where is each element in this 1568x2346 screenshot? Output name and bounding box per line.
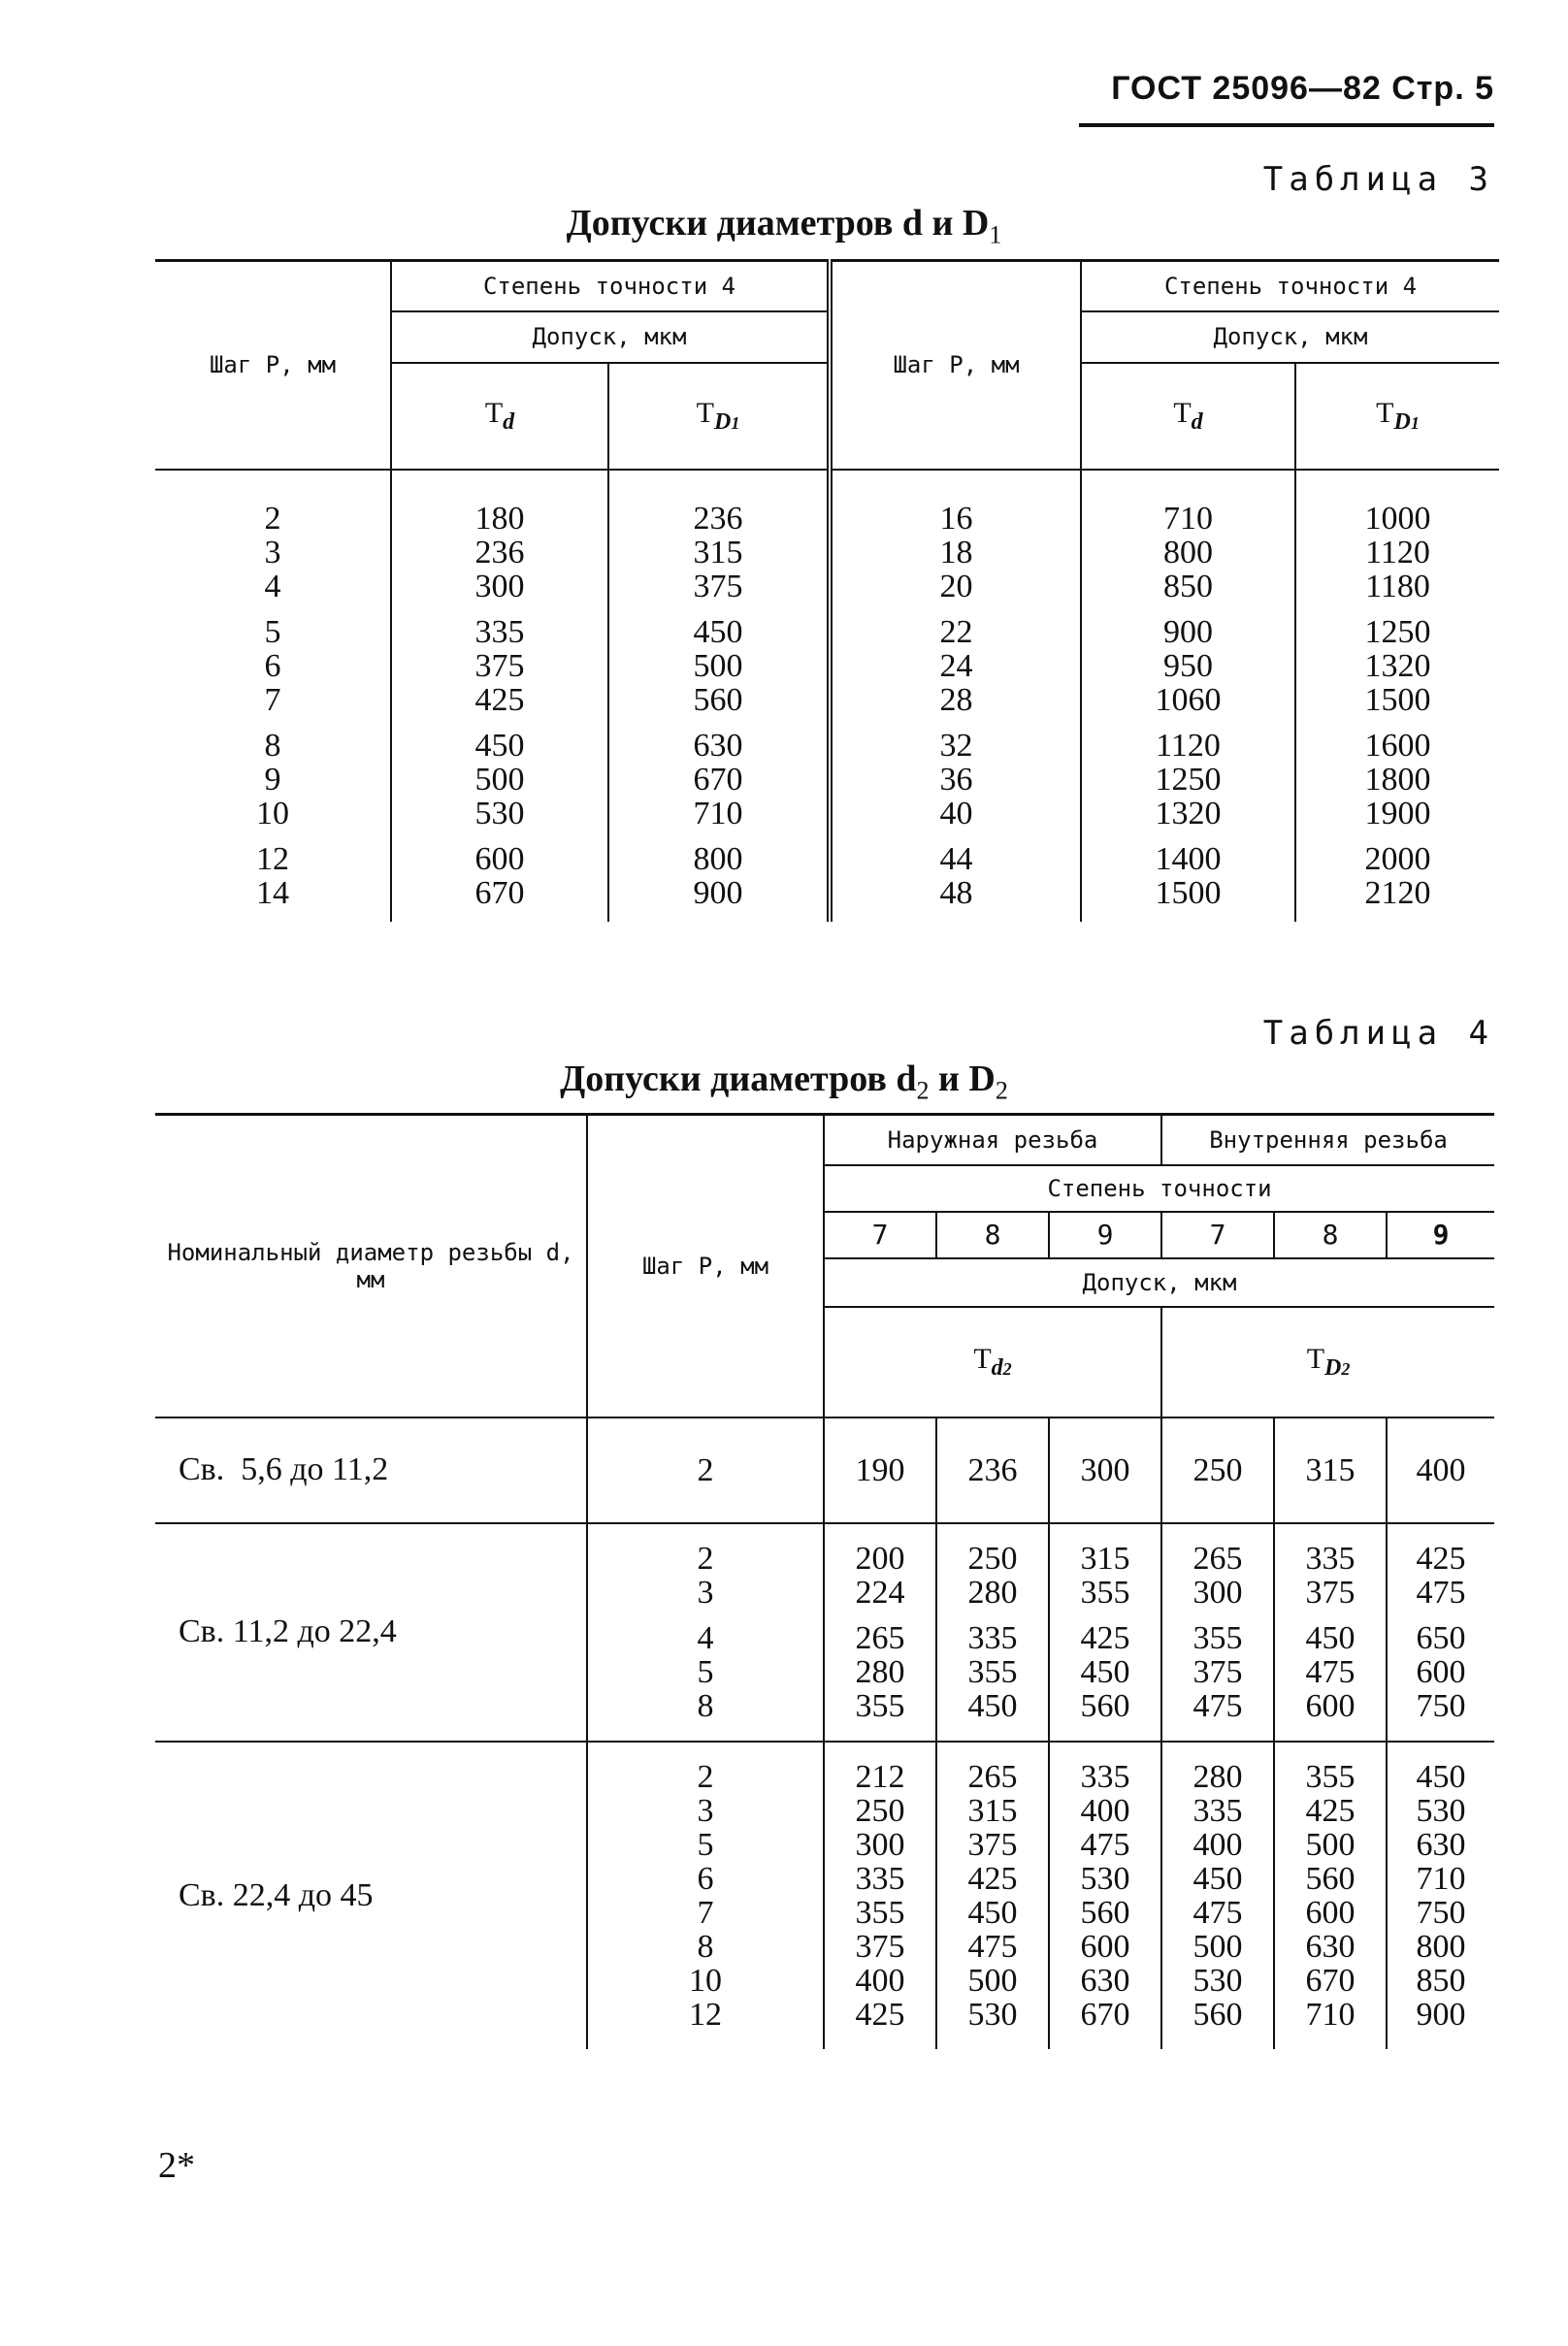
t4-cell: 375 — [967, 1826, 1018, 1863]
t3-cell: 14 — [256, 874, 289, 911]
t3-td-right: $T_d$ — [1081, 363, 1295, 470]
t3-cell: 630 — [693, 727, 743, 764]
table4-title: Допуски диаметров $d_2$ и $D_2$ — [560, 1059, 1008, 1105]
t4-cell: 265 — [967, 1758, 1018, 1795]
t3-accuracy-right: Степень точности 4 — [1081, 261, 1499, 311]
t4-cell: 560 — [1305, 1860, 1356, 1897]
t4-cell: 425 — [1080, 1619, 1130, 1656]
t4-cell: 475 — [1305, 1653, 1356, 1690]
t4-pitch-header: Шаг P, мм — [587, 1115, 824, 1417]
t4-external: Наружная резьба — [824, 1115, 1161, 1165]
t4-grade: 9 — [1049, 1212, 1161, 1258]
t4-cell: 710 — [1416, 1860, 1466, 1897]
t4-cell: 750 — [1416, 1687, 1466, 1724]
t3-cell: 375 — [693, 568, 743, 604]
t3-cell: 710 — [693, 795, 743, 831]
t4-cell: 6 — [697, 1860, 714, 1897]
t4-cell: 560 — [1192, 1996, 1243, 2033]
t4-cell: 10 — [689, 1962, 722, 1999]
t4-cell: 355 — [855, 1894, 905, 1931]
t4-cell: 450 — [1305, 1619, 1356, 1656]
t3-cell: 335 — [474, 613, 525, 650]
table3-title: Допуски диаметров d и $D_1$ — [566, 203, 1002, 249]
t4-group-row — [155, 1523, 1494, 1742]
t4-cell: 450 — [967, 1687, 1018, 1724]
t4-tol-col — [824, 1742, 936, 2049]
t4-cell: 530 — [1416, 1792, 1466, 1829]
t4-cell: 265 — [855, 1619, 905, 1656]
t4-cell: 400 — [855, 1962, 905, 1999]
t4-cell: 335 — [1305, 1540, 1356, 1577]
t4-cell: 300 — [855, 1826, 905, 1863]
t4-cell: 355 — [1305, 1758, 1356, 1795]
t3-cell: 44 — [939, 840, 973, 877]
t3-cell: 28 — [939, 681, 973, 718]
t3-cell: 1320 — [1364, 647, 1431, 684]
t4-cell: 236 — [967, 1451, 1018, 1488]
t4-cell: 375 — [1305, 1574, 1356, 1611]
t4-tol-col — [936, 1523, 1049, 1742]
t4-cell: 250 — [1192, 1451, 1243, 1488]
t3-cell: 12 — [256, 840, 289, 877]
t4-cell: 212 — [855, 1758, 905, 1795]
t3-cell: 2 — [264, 500, 281, 537]
t4-cell: 750 — [1416, 1894, 1466, 1931]
t4-cell: 315 — [1305, 1451, 1356, 1488]
t4-cell: 560 — [1080, 1894, 1130, 1931]
t3-cell: 20 — [939, 568, 973, 604]
t4-cell: 530 — [1080, 1860, 1130, 1897]
t4-cell: 355 — [967, 1653, 1018, 1690]
t4-cell: 3 — [697, 1574, 714, 1611]
t3-cell: 1120 — [1156, 727, 1221, 764]
t4-cell: 670 — [1080, 1996, 1130, 2033]
t3-cell: 8 — [264, 727, 281, 764]
t4-body — [155, 1417, 1494, 2049]
t3-cell: 425 — [474, 681, 525, 718]
t3-cell: 16 — [939, 500, 973, 537]
t4-cell: 12 — [689, 1996, 722, 2033]
t3-cell: 375 — [474, 647, 525, 684]
table4-label: Таблица 4 — [1262, 1014, 1494, 1053]
t4-cell: 2 — [697, 1758, 714, 1795]
t4-cell: 4 — [697, 1619, 714, 1656]
t3-cell: 800 — [693, 840, 743, 877]
t4-grade: 8 — [936, 1212, 1049, 1258]
t4-cell: 800 — [1416, 1928, 1466, 1965]
t4-cell: 3 — [697, 1792, 714, 1829]
t4-td2: $T_{d2}$ — [824, 1307, 1161, 1417]
t4-tol-col — [824, 1417, 936, 1523]
t3-col-3 — [830, 470, 1081, 922]
t4-group-row — [155, 1417, 1494, 1523]
page-footer: 2* — [158, 2145, 195, 2186]
t3-cell: 36 — [939, 761, 973, 798]
t3-tD1-left: $T_{D1}$ — [608, 363, 830, 470]
t4-tol-col — [1161, 1417, 1274, 1523]
t3-cell: 7 — [264, 681, 281, 718]
t4-cell: 315 — [1080, 1540, 1130, 1577]
t4-cell: 425 — [967, 1860, 1018, 1897]
t3-td-left: $T_d$ — [391, 363, 608, 470]
t3-cell: 600 — [474, 840, 525, 877]
t4-tol-col — [1387, 1417, 1494, 1523]
t4-cell: 280 — [1192, 1758, 1243, 1795]
t3-col-0 — [155, 470, 391, 922]
t3-cell: 6 — [264, 647, 281, 684]
t4-tol-col — [1161, 1742, 1274, 2049]
t3-cell: 1500 — [1364, 681, 1431, 718]
table3 — [155, 259, 1499, 922]
t3-cell: 1500 — [1155, 874, 1222, 911]
t3-cell: 500 — [474, 761, 525, 798]
t3-pitch-header-right: Шаг P, мм — [830, 261, 1081, 470]
t4-cell: 530 — [1192, 1962, 1243, 1999]
t3-cell: 710 — [1163, 500, 1213, 537]
t4-cell: 335 — [855, 1860, 905, 1897]
t4-group-row — [155, 1742, 1494, 2049]
t3-cell: 1120 — [1365, 534, 1430, 570]
t4-cell: 375 — [855, 1928, 905, 1965]
t3-cell: 40 — [939, 795, 973, 831]
t4-cell: 265 — [1192, 1540, 1243, 1577]
t3-col-5 — [1295, 470, 1499, 922]
t4-cell: 280 — [967, 1574, 1018, 1611]
t4-cell: 475 — [1080, 1826, 1130, 1863]
t4-cell: 425 — [1305, 1792, 1356, 1829]
t4-cell: 8 — [697, 1687, 714, 1724]
t3-cell: 5 — [264, 613, 281, 650]
t4-grade: 8 — [1274, 1212, 1387, 1258]
t4-cell: 450 — [1416, 1758, 1466, 1795]
t4-cell: 450 — [1080, 1653, 1130, 1690]
t4-cell: 355 — [1080, 1574, 1130, 1611]
t4-tol-col — [1274, 1417, 1387, 1523]
t4-cell: 335 — [1080, 1758, 1130, 1795]
t4-cell: 650 — [1416, 1619, 1466, 1656]
t3-cell: 24 — [939, 647, 973, 684]
t4-cell: 425 — [1416, 1540, 1466, 1577]
t3-tD1-right: $T_{D1}$ — [1295, 363, 1499, 470]
t4-cell: 475 — [1192, 1894, 1243, 1931]
t3-cell: 1600 — [1364, 727, 1431, 764]
t4-cell: 280 — [855, 1653, 905, 1690]
t4-accuracy: Степень точности — [824, 1165, 1494, 1212]
t4-cell: 630 — [1305, 1928, 1356, 1965]
t3-cell: 3 — [264, 534, 281, 570]
t4-tol-col — [1387, 1523, 1494, 1742]
t4-cell: 355 — [1192, 1619, 1243, 1656]
t4-cell: 8 — [697, 1928, 714, 1965]
t3-cell: 22 — [939, 613, 973, 650]
t4-tol-col — [936, 1742, 1049, 2049]
t3-cell: 2120 — [1364, 874, 1431, 911]
t4-cell: 5 — [697, 1826, 714, 1863]
t4-cell: 450 — [967, 1894, 1018, 1931]
t4-cell: 250 — [967, 1540, 1018, 1577]
t4-tol-col — [1161, 1523, 1274, 1742]
t4-cell: 355 — [855, 1687, 905, 1724]
t3-cell: 10 — [256, 795, 289, 831]
t3-cell: 800 — [1163, 534, 1213, 570]
t3-cell: 9 — [264, 761, 281, 798]
t3-cell: 1060 — [1155, 681, 1222, 718]
t4-tolerance: Допуск, мкм — [824, 1258, 1494, 1307]
t4-cell: 475 — [1192, 1687, 1243, 1724]
t4-cell: 670 — [1305, 1962, 1356, 1999]
t4-cell: 315 — [967, 1792, 1018, 1829]
table3-label: Таблица 3 — [1262, 160, 1494, 199]
t4-internal: Внутренняя резьба — [1161, 1115, 1494, 1165]
t4-tol-col — [824, 1523, 936, 1742]
t4-cell: 850 — [1416, 1962, 1466, 1999]
t4-tol-col — [1387, 1742, 1494, 2049]
t4-cell: 190 — [855, 1451, 905, 1488]
t3-cell: 1250 — [1364, 613, 1431, 650]
t3-cell: 670 — [474, 874, 525, 911]
page-header: ГОСТ 25096—82 Стр. 5 — [1111, 70, 1494, 107]
t3-cell: 530 — [474, 795, 525, 831]
t3-cell: 1320 — [1155, 795, 1222, 831]
t3-cell: 4 — [264, 568, 281, 604]
t4-pitch-col — [587, 1417, 824, 1523]
t4-cell: 900 — [1416, 1996, 1466, 2033]
t3-cell: 1000 — [1364, 500, 1431, 537]
t3-cell: 450 — [474, 727, 525, 764]
t4-pitch-col — [587, 1523, 824, 1742]
t4-cell: 5 — [697, 1653, 714, 1690]
t4-tol-col — [1049, 1417, 1161, 1523]
t4-cell: 530 — [967, 1996, 1018, 2033]
t4-cell: 600 — [1080, 1928, 1130, 1965]
t3-col-1 — [391, 470, 608, 922]
t3-col-4 — [1081, 470, 1295, 922]
t4-cell: 400 — [1192, 1826, 1243, 1863]
t3-cell: 236 — [474, 534, 525, 570]
t3-cell: 2000 — [1364, 840, 1431, 877]
t4-cell: 475 — [1416, 1574, 1466, 1611]
t4-grade: 7 — [824, 1212, 936, 1258]
t4-cell: 2 — [697, 1451, 714, 1488]
t3-cell: 560 — [693, 681, 743, 718]
t4-grade: 9 — [1387, 1212, 1494, 1258]
t3-cell: 18 — [939, 534, 973, 570]
t4-cell: 400 — [1080, 1792, 1130, 1829]
t4-cell: 600 — [1305, 1894, 1356, 1931]
t4-pitch-col — [587, 1742, 824, 2049]
t4-diam-header: Номинальный диаметр резьбы d, мм — [155, 1115, 587, 1417]
t3-cell: 315 — [693, 534, 743, 570]
t3-cell: 1250 — [1155, 761, 1222, 798]
t4-cell: 300 — [1080, 1451, 1130, 1488]
t4-cell: 710 — [1305, 1996, 1356, 2033]
t4-cell: 224 — [855, 1574, 905, 1611]
t4-tD2: $T_{D2}$ — [1161, 1307, 1494, 1417]
t4-cell: 630 — [1416, 1826, 1466, 1863]
t4-cell: 200 — [855, 1540, 905, 1577]
t4-cell: 400 — [1416, 1451, 1466, 1488]
t3-cell: 1900 — [1364, 795, 1431, 831]
t3-pitch-header: Шаг P, мм — [155, 261, 391, 470]
t4-cell: 425 — [855, 1996, 905, 2033]
t4-tol-col — [936, 1417, 1049, 1523]
t4-cell: 335 — [967, 1619, 1018, 1656]
t4-cell: 560 — [1080, 1687, 1130, 1724]
t4-cell: 335 — [1192, 1792, 1243, 1829]
t3-tolerance-left: Допуск, мкм — [391, 311, 830, 363]
t3-col-2 — [608, 470, 830, 922]
t3-cell: 1180 — [1365, 568, 1430, 604]
t3-cell: 300 — [474, 568, 525, 604]
t4-cell: 2 — [697, 1540, 714, 1577]
header-rule — [1079, 123, 1494, 127]
t4-cell: 630 — [1080, 1962, 1130, 1999]
t3-cell: 180 — [474, 500, 525, 537]
t3-body — [155, 470, 1499, 922]
t4-cell: 500 — [1305, 1826, 1356, 1863]
t4-range: Св. 22,4 до 45 — [179, 1876, 374, 1913]
t3-cell: 32 — [939, 727, 973, 764]
t4-cell: 375 — [1192, 1653, 1243, 1690]
t3-accuracy-left: Степень точности 4 — [391, 261, 830, 311]
t4-tol-col — [1049, 1523, 1161, 1742]
t4-range: Св. 5,6 до 11,2 — [155, 1417, 587, 1523]
t4-grade: 7 — [1161, 1212, 1274, 1258]
t3-cell: 850 — [1163, 568, 1213, 604]
t3-cell: 900 — [693, 874, 743, 911]
t3-cell: 48 — [939, 874, 973, 911]
table4 — [155, 1113, 1494, 2049]
t3-cell: 900 — [1163, 613, 1213, 650]
t4-cell: 600 — [1416, 1653, 1466, 1690]
t3-cell: 1800 — [1364, 761, 1431, 798]
t3-tolerance-right: Допуск, мкм — [1081, 311, 1499, 363]
t4-cell: 500 — [967, 1962, 1018, 1999]
t3-cell: 670 — [693, 761, 743, 798]
t4-cell: 250 — [855, 1792, 905, 1829]
t4-tol-col — [1274, 1742, 1387, 2049]
t4-cell: 600 — [1305, 1687, 1356, 1724]
t4-tol-col — [1049, 1742, 1161, 2049]
t3-cell: 236 — [693, 500, 743, 537]
t4-cell: 300 — [1192, 1574, 1243, 1611]
t3-cell: 500 — [693, 647, 743, 684]
t4-cell: 500 — [1192, 1928, 1243, 1965]
t3-cell: 950 — [1163, 647, 1213, 684]
t4-tol-col — [1274, 1523, 1387, 1742]
t4-cell: 7 — [697, 1894, 714, 1931]
t4-cell: 475 — [967, 1928, 1018, 1965]
t3-cell: 1400 — [1155, 840, 1222, 877]
t4-cell: 450 — [1192, 1860, 1243, 1897]
t3-cell: 450 — [693, 613, 743, 650]
t4-range: Св. 11,2 до 22,4 — [155, 1523, 587, 1742]
